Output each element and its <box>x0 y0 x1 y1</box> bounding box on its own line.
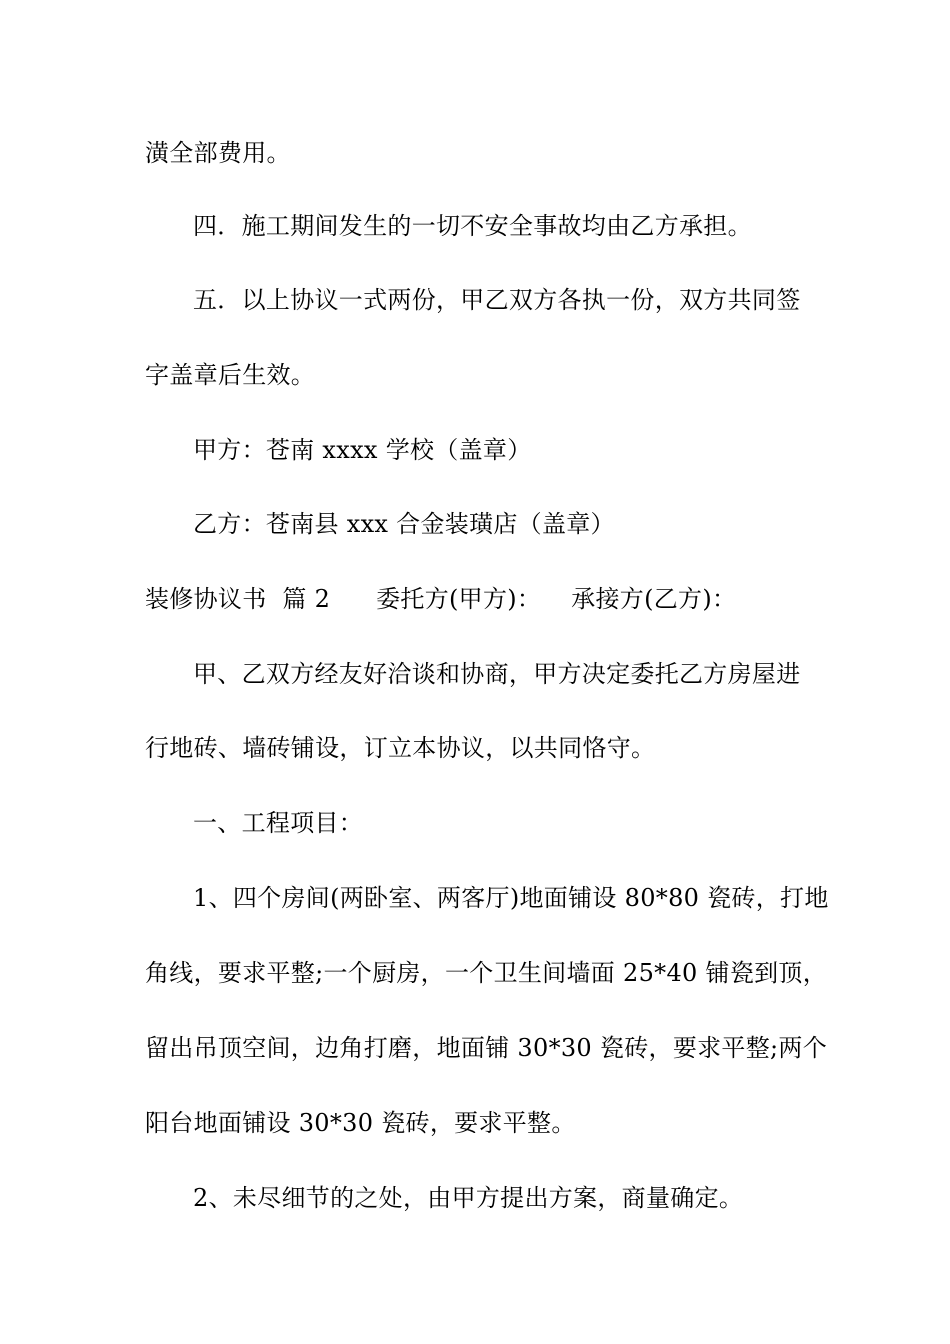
text-line: 字盖章后生效。 <box>145 361 316 389</box>
clause-four: 四．施工期间发生的一切不安全事故均由乙方承担。 <box>193 212 752 240</box>
project-item-1: 角线，要求平整;一个厨房，一个卫生间墙面 25*40 铺瓷到顶， <box>145 959 828 987</box>
clause-five: 五．以上协议一式两份，甲乙双方各执一份，双方共同签 <box>193 286 801 314</box>
project-item-1: 留出吊顶空间，边角打磨，地面铺 30*30 瓷砖，要求平整;两个 <box>145 1034 828 1062</box>
section-title: 装修协议书 篇 2 <box>145 585 331 613</box>
project-item-1: 1、四个房间(两卧室、两客厅)地面铺设 80*80 瓷砖，打地 <box>193 884 829 912</box>
project-item-1: 阳台地面铺设 30*30 瓷砖，要求平整。 <box>145 1109 576 1137</box>
intro-paragraph: 甲、乙双方经友好洽谈和协商，甲方决定委托乙方房屋进 <box>193 660 801 688</box>
contractor-label: 承接方(乙方)： <box>571 585 737 613</box>
section-heading <box>145 584 810 614</box>
text-line: 潢全部费用。 <box>145 139 291 167</box>
party-a-signature: 甲方：苍南 xxxx 学校（盖章） <box>193 436 532 464</box>
project-item-2: 2、未尽细节的之处，由甲方提出方案，商量确定。 <box>193 1184 744 1212</box>
project-heading: 一、工程项目： <box>193 809 364 837</box>
intro-paragraph: 行地砖、墙砖铺设，订立本协议，以共同恪守。 <box>145 734 656 762</box>
client-label: 委托方(甲方)： <box>376 585 542 613</box>
party-b-signature: 乙方：苍南县 xxx 合金装璜店（盖章） <box>193 510 615 538</box>
